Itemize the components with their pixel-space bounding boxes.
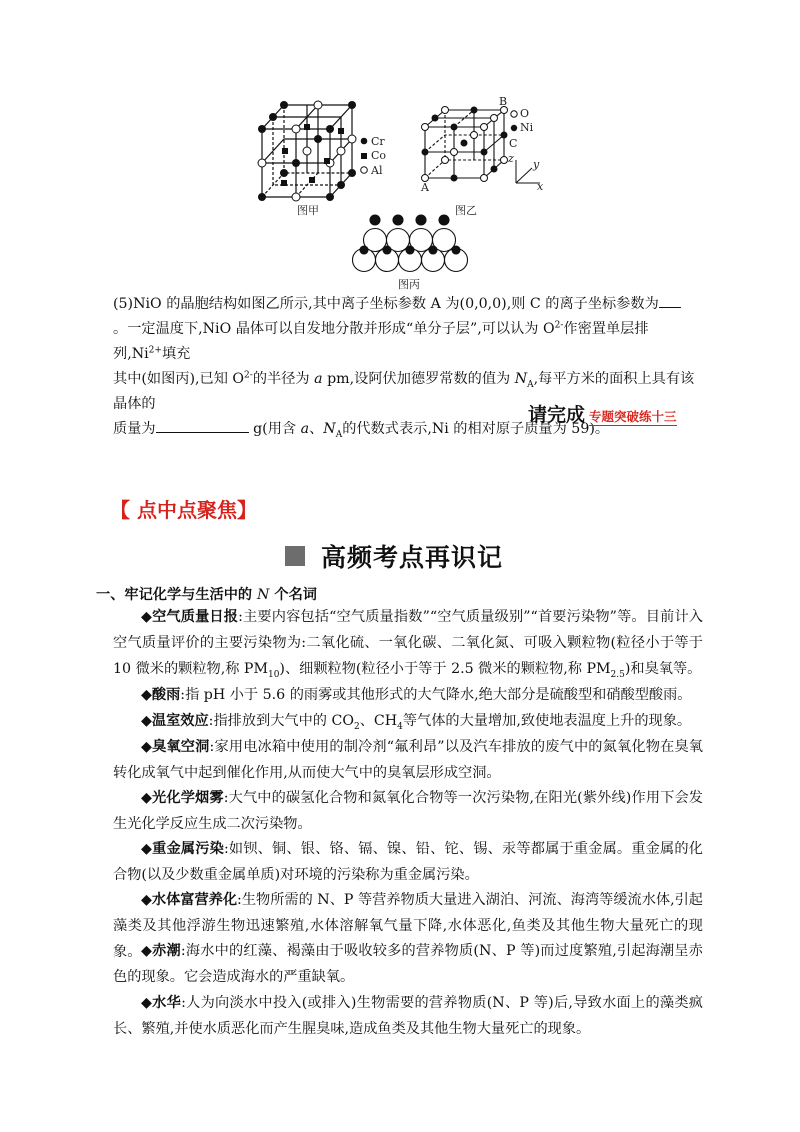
legend-al-symbol [361,167,368,174]
practice-link[interactable]: 专题突破练十三 [589,409,677,424]
item-heavy-metal: ◆重金属污染:如钡、铜、银、铬、镉、镍、铅、铊、锡、汞等都属于重金属。重金属的化合物(以及少数重金属单质)对环境的污染称为重金属污染。 [113,841,703,883]
point-a-label: A [421,181,429,194]
legend-co-label: Co [371,149,387,162]
banner-square-icon [285,546,305,566]
item-water-bloom: ◆水华:人为向淡水中投入(或排入)生物需要的营养物质(N、P 等)后,导致水面上的藻类疯长、繁殖,并使水质恶化而产生腥臭味,造成鱼类及其他生物大量死亡的现象。 [113,995,703,1037]
legend-co-symbol [361,153,367,159]
question-line-3: 其中(如图丙),已知 $O^{2-}$的半径为 a pm,设阿伏加德罗常数的值为 $N_A$,每平方米的面积上具有该晶体的 [113,370,695,412]
please-complete-text: 请完成 [528,404,586,426]
figure-bing-caption: 图丙 [398,278,420,291]
answer-blank-mass[interactable] [156,418,249,433]
figure-bing-layer [353,215,468,272]
axis-x-label: x [537,180,544,193]
item-smog: ◆光化学烟雾:大气中的碳氢化合物和氮氧化合物等一次污染物,在阳光(紫外线)作用下会发生光化学反应生成二次污染物。 [113,790,703,832]
banner-title: 高频考点再识记 [321,543,504,572]
point-b-label: B [499,95,508,108]
legend-cr-label: Cr [371,135,385,148]
figure-yi-caption: 图乙 [455,204,477,217]
please-complete [528,400,677,427]
question-line-2: 。一定温度下,NiO 晶体可以自发地分散并形成“单分子层”,可以认为 $O^{2-}$作密置单层排列$,Ni^{2+}$填充 [113,320,649,362]
item-eutrophication: ◆水体富营养化:生物所需的 N、P 等营养物质大量进入湖泊、河流、海湾等缓流水体,引起藻类及其他浮游生物迅速繁殖,水体溶解氧气量下降,水体恶化,鱼类及其他生物大量死亡的现象。 [113,892,703,960]
crystal-figures [0,0,800,300]
figure-area [0,0,800,300]
figure-jia-caption: 图甲 [297,204,319,217]
legend-cr-symbol [361,138,368,145]
axis-z-label: z [508,152,514,165]
question-line-4: 质量为 g(用含 a、$N_A$的代数式表示,Ni 的相对原子质量为 59)。 [113,417,703,442]
section-heading: 一、牢记化学与生活中的 N 个名词 [96,587,317,603]
legend-ni-symbol [511,125,517,131]
question-line-1: (5)NiO 的晶胞结构如图乙所示,其中离子坐标参数 A 为(0,0,0),则 C 的离子坐标参数为 [113,292,703,317]
legend-o-symbol [511,111,517,117]
item-ozone-hole: ◆臭氧空洞:家用电冰箱中使用的制冷剂“氟利昂”以及汽车排放的废气中的氮氧化物在臭氧转化成氧气中起到催化作用,从而使大气中的臭氧层形成空洞。 [113,739,703,781]
point-c-label: C [509,137,518,150]
legend-o-label: O [520,107,530,120]
item-acid-rain: ◆酸雨:指 pH 小于 5.6 的雨雾或其他形式的大气降水,绝大部分是硫酸型和硝酸型酸雨。 [141,687,692,703]
legend-ni-label: Ni [520,121,534,134]
item-air-quality: ◆空气质量日报:主要内容包括“空气质量指数”“空气质量级别”“首要污染物”等。目前计入空气质量评价的主要污染物为:二氧化硫、一氧化碳、二氧化氮、可吸入颗粒物(粒径小于等于10 微米的颗粒物,称 $PM_{10}$)、细颗粒物(粒径小于等于 2.5 微米的颗粒物,称 $PM_{2.5}$)和臭氧等。 [113,609,703,680]
item-greenhouse: ◆温室效应:指排放到大气中的 $CO_2$、$CH_4$等气体的大量增加,致使地表温度上升的现象。 [141,713,692,732]
answer-blank-c[interactable] [659,293,681,308]
focus-header: 【 点中点聚焦】 [110,498,257,522]
axis-y-label: y [533,158,540,171]
section-banner [285,539,503,573]
item-red-tide: ◆赤潮:海水中的红藻、褐藻由于吸收较多的营养物质(N、P 等)而过度繁殖,引起海潮呈赤色的现象。它会造成海水的严重缺氧。 [113,943,703,985]
legend-al-label: Al [371,164,383,177]
